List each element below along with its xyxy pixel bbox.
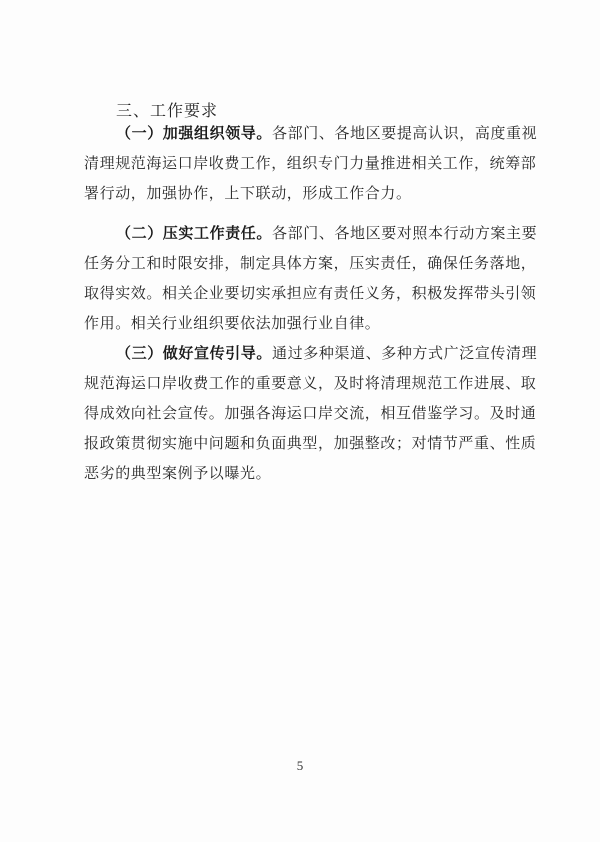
paragraph-line: 恶劣的典型案例予以曝光。 xyxy=(84,464,272,482)
paragraph-work-responsibility xyxy=(84,218,538,338)
paragraph-line xyxy=(84,118,538,148)
paragraph-line: 作用。相关行业组织要依法加强行业自律。 xyxy=(84,314,381,332)
paragraph-lead: （三）做好宣传引导。 xyxy=(116,344,273,362)
paragraph-line xyxy=(84,218,538,248)
paragraph-text: 通过多种渠道、多种方式广泛宣传清理 xyxy=(272,344,538,362)
paragraph-line: 署行动，加强协作，上下联动，形成工作合力。 xyxy=(84,184,412,202)
paragraph-text: 各部门、各地区要对照本行动方案主要 xyxy=(272,224,538,242)
paragraph-lead: （二）压实工作责任。 xyxy=(116,224,273,242)
paragraph-line: 报政策贯彻实施中问题和负面典型，加强整改；对情节严重、性质 xyxy=(84,434,537,452)
page-number: 5 xyxy=(296,758,304,773)
paragraph-line: 得成效向社会宣传。加强各海运口岸交流，相互借鉴学习。及时通 xyxy=(84,404,537,422)
paragraph-line: 规范海运口岸收费工作的重要意义，及时将清理规范工作进展、取 xyxy=(84,374,537,392)
paragraph-lead: （一）加强组织领导。 xyxy=(116,124,273,142)
paragraph-line: 清理规范海运口岸收费工作，组织专门力量推进相关工作，统筹部 xyxy=(84,154,537,172)
paragraph-line: 任务分工和时限安排，制定具体方案，压实责任，确保任务落地， xyxy=(84,254,537,272)
paragraph-organization-leadership xyxy=(84,118,538,208)
paragraph-line xyxy=(84,338,538,368)
paragraph-text: 各部门、各地区要提高认识，高度重视 xyxy=(272,124,538,142)
paragraph-publicity-guidance xyxy=(84,338,538,488)
paragraph-line: 取得实效。相关企业要切实承担应有责任义务，积极发挥带头引领 xyxy=(84,284,537,302)
section-heading: 三、工作要求 xyxy=(116,101,219,120)
